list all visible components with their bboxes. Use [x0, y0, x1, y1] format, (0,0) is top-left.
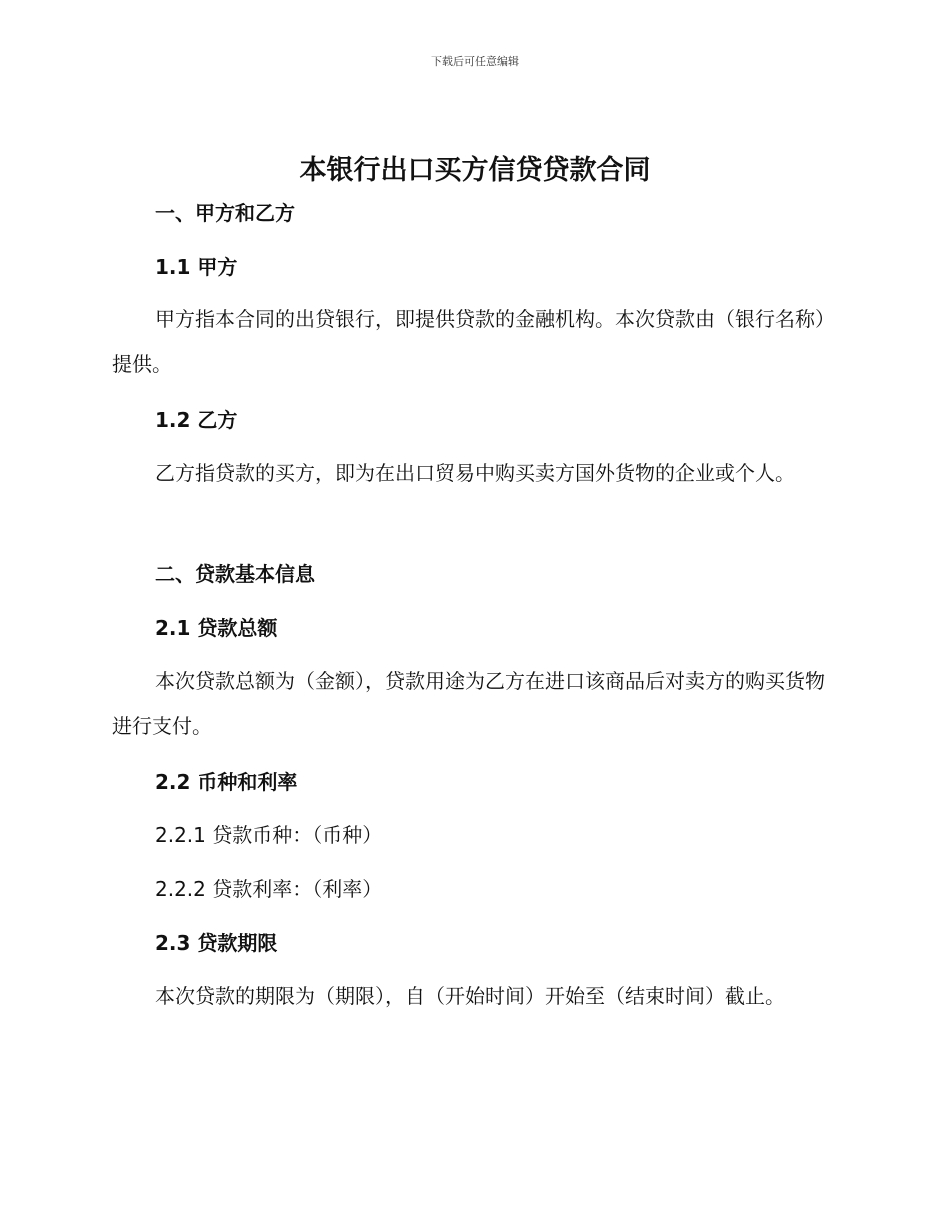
section-2-heading: 二、贷款基本信息	[155, 562, 315, 586]
subsection-2-2-item-1: 2.2.1 贷款币种：（币种）	[155, 823, 383, 847]
subsection-1-2-text: 乙方指贷款的买方，即为在出口贸易中购买卖方国外货物的企业或个人。	[155, 461, 795, 485]
section-1-heading: 一、甲方和乙方	[155, 201, 295, 225]
subsection-2-3-text: 本次贷款的期限为（期限），自（开始时间）开始至（结束时间）截止。	[155, 984, 785, 1008]
subsection-2-2-item-2: 2.2.2 贷款利率：（利率）	[155, 877, 383, 901]
subsection-2-1-heading: 2.1 贷款总额	[155, 616, 278, 640]
subsection-1-2-heading: 1.2 乙方	[155, 408, 238, 432]
subsection-2-3-heading: 2.3 贷款期限	[155, 931, 278, 955]
subsection-2-1-text: 本次贷款总额为（金额），贷款用途为乙方在进口该商品后对卖方的购买货物进行支付。	[112, 669, 825, 738]
subsection-1-1-heading: 1.1 甲方	[155, 255, 238, 279]
subsection-2-2-heading: 2.2 币种和利率	[155, 770, 298, 794]
header-note: 下载后可任意编辑	[431, 55, 519, 68]
subsection-1-1-text: 甲方指本合同的出贷银行，即提供贷款的金融机构。本次贷款由（银行名称）提供。	[112, 307, 825, 376]
page-title: 本银行出口买方信贷贷款合同	[299, 155, 651, 186]
